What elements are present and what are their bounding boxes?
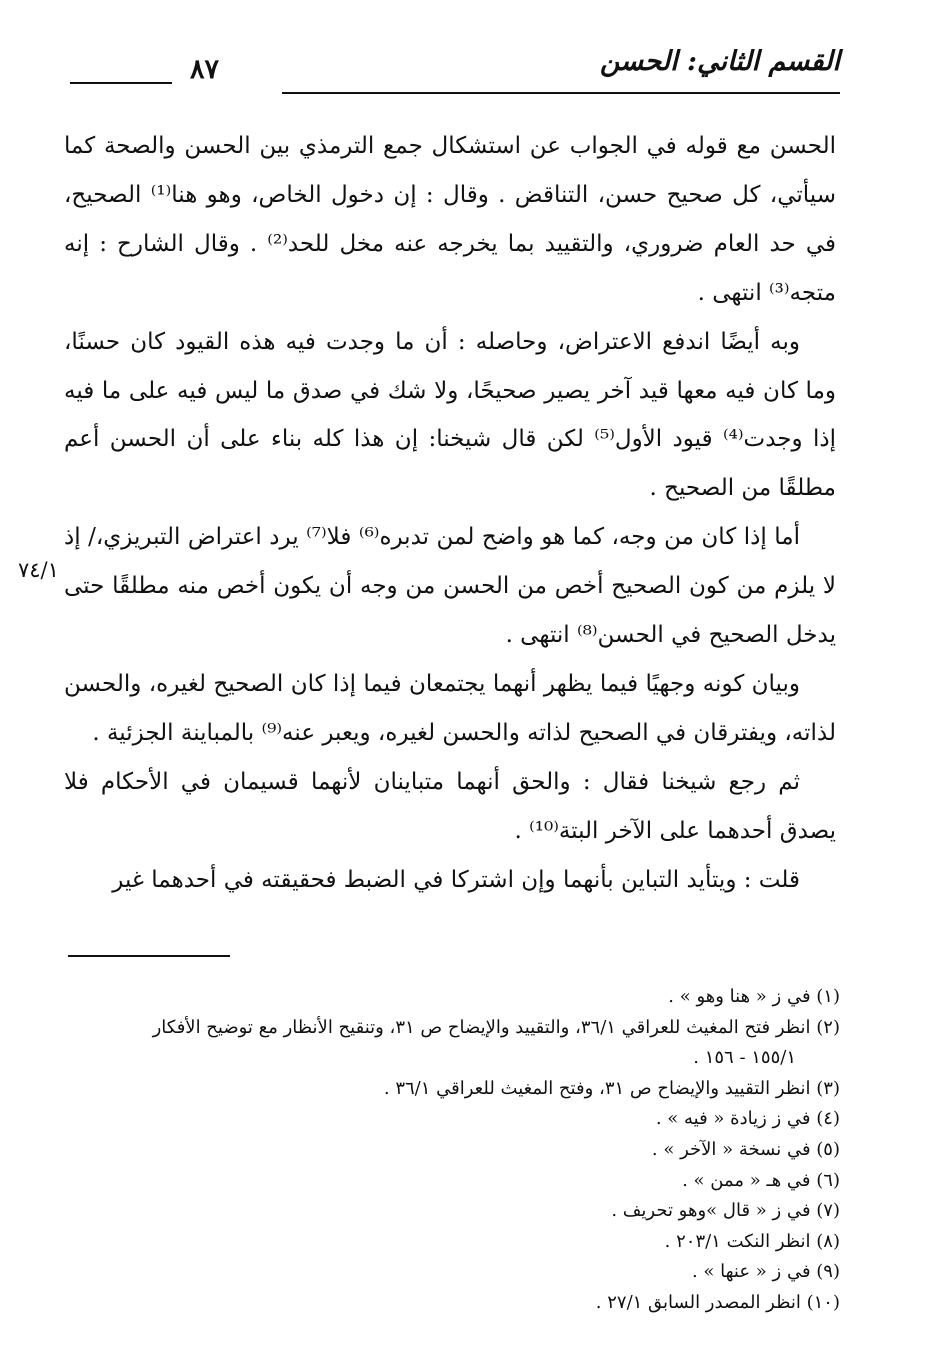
footnote: (٩) في ز « عنها » . <box>691 1261 840 1283</box>
header-rule-short <box>70 82 172 84</box>
paragraph: وبيان كونه وجهيًا فيما يظهر أنهما يجتمعان فيما إذا كان الصحيح لغيره، والحسن لذاته، ويفترقان في الصحيح لذاته والحسن لغيره، ويعبر عنه⁽⁹⁾ بالمباينة الجزئية . <box>64 670 836 746</box>
page-number: ٨٧ <box>190 54 220 85</box>
paragraph: الحسن مع قوله في الجواب عن استشكال جمع الترمذي بين الحسن والصحة كما سيأتي، كل صحيح حسن، التناقض . وقال : إن دخول الخاص، وهو هنا⁽¹⁾ الصحيح، في حد العام ضروري، والتقييد بما يخرجه عنه مخل للحد⁽²⁾ . وقال الشارح : إنه متجه⁽³⁾ انتهى . <box>64 133 836 306</box>
paragraph: أما إذا كان من وجه، كما هو واضح لمن تدبره⁽⁶⁾ فلا⁽⁷⁾ يرد اعتراض التبريزي،/ إذ لا يلزم من كون الصحيح أخص من الحسن من وجه أن يكون أخص منه مطلقًا حتى يدخل الصحيح في الحسن⁽⁸⁾ انتهى . <box>64 524 836 649</box>
footnote-divider <box>68 955 230 957</box>
footnote: (٦) في هـ « ممن » . <box>682 1169 840 1191</box>
main-text <box>64 122 836 905</box>
paragraph: قلت : ويتأيد التباين بأنهما وإن اشتركا في الضبط فحقيقته في أحدهما غير <box>112 866 800 893</box>
paragraph: ثم رجع شيخنا فقال : والحق أنهما متباينان لأنهما قسيمان في الأحكام فلا يصدق أحدهما على الآخر البتة⁽¹⁰⁾ . <box>64 768 836 844</box>
footnote: (١) في ز « هنا وهو » . <box>668 986 840 1007</box>
footnote: (٧) في ز « قال »وهو تحريف . <box>611 1200 840 1222</box>
footnote: (١٠) انظر المصدر السابق ٢٧/١ . <box>595 1291 840 1313</box>
page-header <box>60 40 840 96</box>
paragraph: وبه أيضًا اندفع الاعتراض، وحاصله : أن ما وجدت فيه هذه القيود كان حسنًا، وما كان فيه معها قيد آخر يصير صحيحًا، ولا شك في صدق ما ليس فيه على ما فيه إذا وجدت⁽⁴⁾ قيود الأول⁽⁵⁾ لكن قال شيخنا: إن هذا كله بناء على أن الحسن أعم مطلقًا من الصحيح . <box>64 328 836 502</box>
footnotes <box>64 982 840 1319</box>
margin-note: ٧٤/١ <box>18 558 59 582</box>
footnote: (٣) انظر التقييد والإيضاح ص ٣١، وفتح المغيث للعراقي ٣٦/١ . <box>383 1077 840 1099</box>
footnote: (٢) انظر فتح المغيث للعراقي ٣٦/١، والتقييد والإيضاح ص ٣١، وتنقيح الأنظار مع توضيح الأفكار <box>152 1016 840 1038</box>
header-rule <box>282 92 840 94</box>
footnote-continuation: ١٥٥/١ - ١٥٦ . <box>693 1047 796 1069</box>
footnote: (٨) انظر النكت ٢٠٣/١ . <box>664 1230 840 1252</box>
footnote: (٥) في نسخة « الآخر » . <box>651 1138 840 1160</box>
footnote: (٤) في ز زيادة « فيه » . <box>655 1108 840 1130</box>
chapter-title: القسم الثاني: الحسن <box>599 46 840 77</box>
